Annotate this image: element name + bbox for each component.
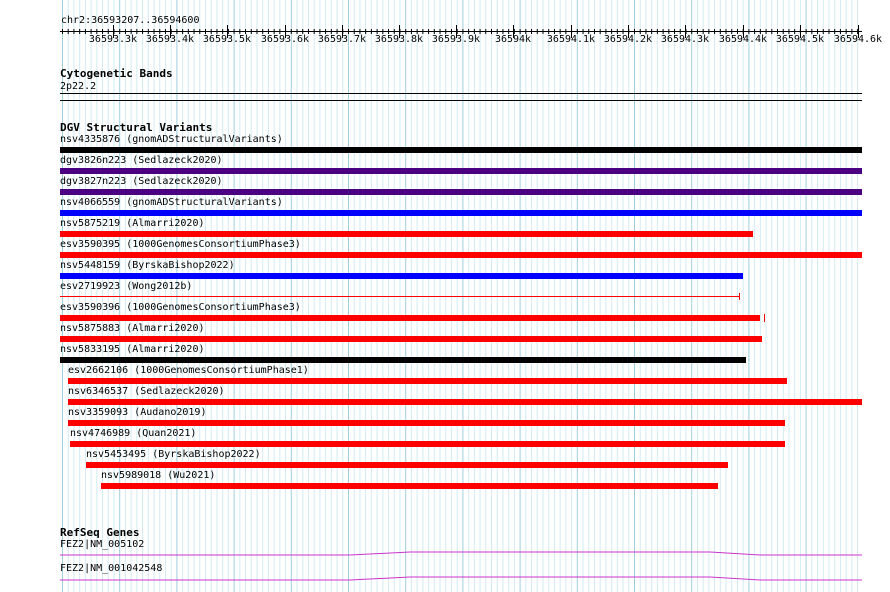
ruler-tick-label: 36594k [494, 34, 532, 45]
variant-bar[interactable] [60, 336, 762, 342]
ruler-tick-label: 36593.9k [431, 34, 481, 45]
variant-label[interactable]: nsv4335876 (gnomADStructuralVariants) [60, 134, 283, 145]
ruler-tick-label: 36593.7k [317, 34, 367, 45]
region-label: chr2:36593207..36594600 [61, 15, 200, 26]
variant-label[interactable]: esv2662106 (1000GenomesConsortiumPhase1) [68, 365, 309, 376]
variant-label[interactable]: nsv5875219 (Almarri2020) [60, 218, 205, 229]
variant-bar[interactable] [60, 231, 753, 237]
ruler-tick-label: 36593.6k [260, 34, 310, 45]
variant-label[interactable]: nsv5448159 (ByrskaBishop2022) [60, 260, 235, 271]
variant-label[interactable]: esv3590395 (1000GenomesConsortiumPhase3) [60, 239, 301, 250]
variant-label[interactable]: nsv5989018 (Wu2021) [101, 470, 216, 481]
variant-bar[interactable] [60, 147, 862, 153]
ruler-tick-label: 36594.3k [660, 34, 710, 45]
gene-model[interactable] [60, 549, 862, 561]
variant-bar[interactable] [101, 483, 718, 489]
variant-label[interactable]: dgv3826n223 (Sedlazeck2020) [60, 155, 223, 166]
variant-label[interactable]: nsv5875883 (Almarri2020) [60, 323, 205, 334]
variant-bar[interactable] [60, 273, 743, 279]
variant-bar[interactable] [68, 420, 785, 426]
gene-model[interactable] [60, 574, 862, 586]
variant-bar[interactable] [60, 252, 862, 258]
refseq-track-title: RefSeq Genes [60, 526, 140, 539]
variant-bar[interactable] [60, 315, 760, 321]
ruler-tick-label: 36594.2k [603, 34, 653, 45]
ruler-tick-label: 36594.5k [775, 34, 825, 45]
variant-bar[interactable] [60, 168, 862, 174]
cytoband-track-title: Cytogenetic Bands [60, 67, 173, 80]
variant-bar[interactable] [60, 210, 862, 216]
ruler-tick-label: 36593.3k [88, 34, 138, 45]
variant-label[interactable]: nsv6346537 (Sedlazeck2020) [68, 386, 225, 397]
variant-label[interactable]: nsv4746989 (Quan2021) [70, 428, 197, 439]
cytoband-bar[interactable] [60, 93, 862, 94]
variant-bar[interactable] [68, 399, 862, 405]
dgv-track-title: DGV Structural Variants [60, 121, 213, 134]
variant-label[interactable]: esv3590396 (1000GenomesConsortiumPhase3) [60, 302, 301, 313]
variant-end-cap [764, 314, 765, 322]
ruler-tick-label: 36594.6k [833, 34, 883, 45]
ruler-tick-label: 36594.1k [546, 34, 596, 45]
variant-bar[interactable] [68, 378, 787, 384]
variant-label[interactable]: nsv3359093 (Audano2019) [68, 407, 207, 418]
variant-label[interactable]: nsv4066559 (gnomADStructuralVariants) [60, 197, 283, 208]
variant-bar[interactable] [60, 189, 862, 195]
variant-bar[interactable] [60, 357, 746, 363]
variant-label[interactable]: dgv3827n223 (Sedlazeck2020) [60, 176, 223, 187]
gene-label[interactable]: FEZ2|NM_001042548 [60, 563, 163, 574]
variant-end-cap [739, 293, 740, 300]
ruler-tick-label: 36593.4k [145, 34, 195, 45]
cytoband-label[interactable]: 2p22.2 [60, 81, 97, 92]
variant-bar[interactable] [70, 441, 785, 447]
variant-bar[interactable] [86, 462, 728, 468]
gene-label[interactable]: FEZ2|NM_005102 [60, 539, 145, 550]
variant-bar[interactable] [60, 296, 740, 297]
variant-label[interactable]: esv2719923 (Wong2012b) [60, 281, 193, 292]
variant-label[interactable]: nsv5833195 (Almarri2020) [60, 344, 205, 355]
ruler-tick-label: 36594.4k [718, 34, 768, 45]
ruler-tick-label: 36593.5k [202, 34, 252, 45]
track-divider [60, 100, 862, 101]
ruler-tick-label: 36593.8k [374, 34, 424, 45]
variant-label[interactable]: nsv5453495 (ByrskaBishop2022) [86, 449, 261, 460]
